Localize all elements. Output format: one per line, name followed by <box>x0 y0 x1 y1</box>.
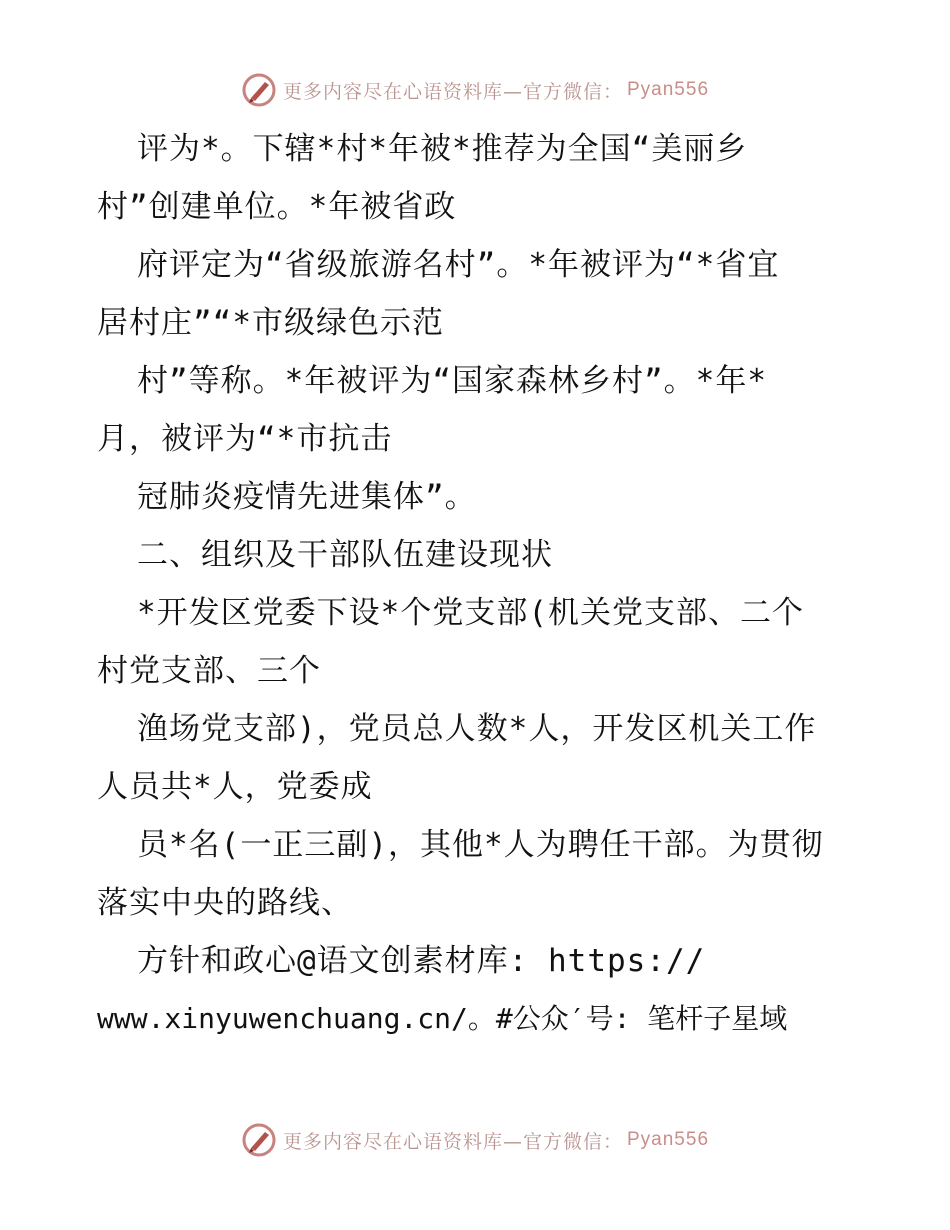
text-line: 方针和政心@语文创素材库: https:// <box>137 943 706 979</box>
text-line: 府评定为“省级旅游名村”。*年被评为“*省宜 <box>137 247 780 283</box>
text-line: 月，被评为“*市抗击 <box>97 421 393 457</box>
text-line: 评为*。下辖*村*年被*推荐为全国“美丽乡 <box>137 131 748 167</box>
url-line: www.xinyuwenchuang.cn/。#公众′号: 笔杆子星域 <box>97 1002 788 1035</box>
document-body <box>97 120 857 1048</box>
banner-text: 更多内容尽在心语资料库—官方微信： <box>282 80 623 103</box>
text-line: 居村庄”“*市级绿色示范 <box>97 305 444 341</box>
text-line: 人员共*人，党委成 <box>97 769 373 805</box>
section-heading: 二、组织及干部队伍建设现状 <box>137 537 553 573</box>
text-line: *开发区党委下设*个党支部(机关党支部、二个 <box>137 595 804 631</box>
text-line: 村党支部、三个 <box>97 653 321 689</box>
pen-logo-icon <box>241 1122 277 1158</box>
banner-text: 更多内容尽在心语资料库—官方微信： <box>282 1130 623 1153</box>
text-line: 落实中央的路线、 <box>97 885 353 921</box>
wechat-id: Pyan556 <box>627 79 710 100</box>
header-watermark-banner <box>0 70 950 110</box>
text-line: 渔场党支部)，党员总人数*人，开发区机关工作 <box>137 711 817 747</box>
pen-logo-icon <box>241 72 277 108</box>
wechat-id: Pyan556 <box>627 1129 710 1150</box>
text-line: 冠肺炎疫情先进集体”。 <box>137 479 477 515</box>
footer-watermark-banner <box>0 1120 950 1160</box>
text-line: 村”等称。*年被评为“国家森林乡村”。*年* <box>137 363 767 399</box>
text-line: 员*名(一正三副)，其他*人为聘任干部。为贯彻 <box>137 827 824 863</box>
text-line: 村”创建单位。*年被省政 <box>97 189 457 225</box>
